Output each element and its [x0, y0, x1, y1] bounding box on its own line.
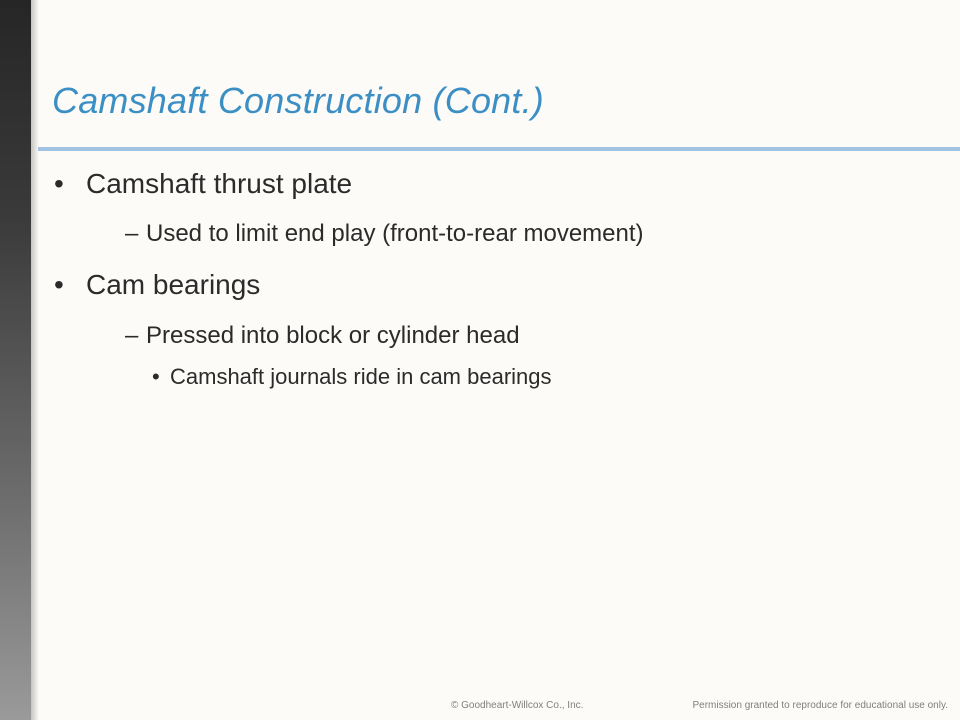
- bullet-item: [52, 164, 942, 204]
- slide-content: [52, 164, 942, 393]
- sub-bullet-text: Pressed into block or cylinder head: [146, 322, 520, 349]
- bullet-text: Camshaft thrust plate: [86, 168, 353, 199]
- sub-sub-bullet-item: [52, 361, 942, 393]
- dash-marker: –: [125, 322, 139, 349]
- bullet-marker: •: [54, 269, 64, 300]
- left-decorative-bar: [0, 0, 31, 720]
- slide-title: Camshaft Construction (Cont.): [52, 80, 544, 121]
- bullet-item: [52, 265, 942, 305]
- footer-permission: Permission granted to reproduce for educational use only.: [692, 700, 948, 711]
- bullet-marker: •: [152, 364, 160, 389]
- left-bar-shadow: [31, 0, 39, 720]
- title-underline: [38, 147, 960, 151]
- dash-marker: –: [125, 220, 139, 247]
- bullet-text: Cam bearings: [86, 269, 261, 300]
- sub-sub-bullet-text: Camshaft journals ride in cam bearings: [170, 364, 552, 389]
- footer-copyright: © Goodheart-Willcox Co., Inc.: [451, 700, 584, 711]
- sub-bullet-item: [52, 216, 942, 252]
- bullet-marker: •: [54, 168, 64, 199]
- sub-bullet-text: Used to limit end play (front-to-rear movement): [146, 220, 644, 247]
- sub-bullet-item: [52, 318, 942, 354]
